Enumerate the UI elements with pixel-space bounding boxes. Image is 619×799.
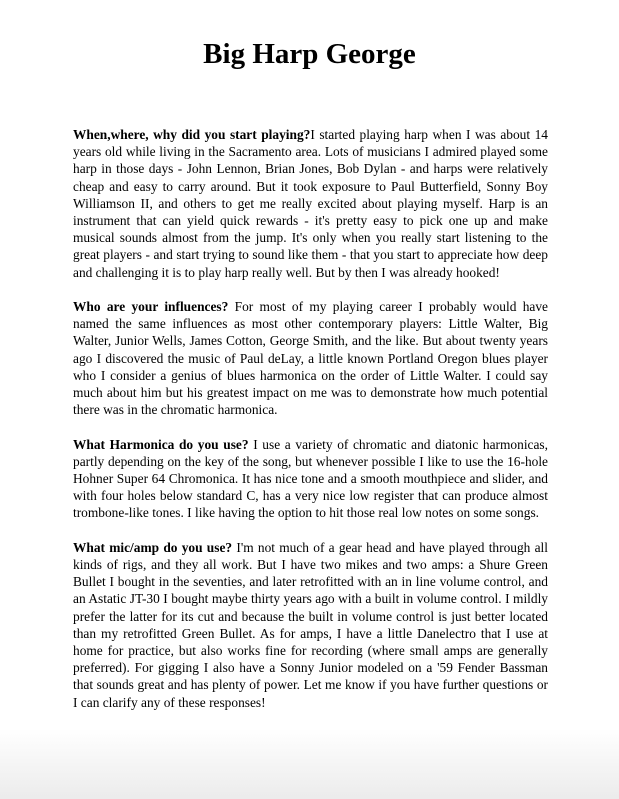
section-answer: I use a variety of chromatic and diatonic harmonicas, partly depending on the key of the song, but whenever possible I like to use the 16-hole Hohner Super 64 Chromonica. It has nice tone and a smooth mouthpiece and slider, and with four holes below standard C, has a very nice low register that can produce almost trombone-like tones. I like having the option to hit those real low notes on some songs. <box>73 436 548 521</box>
section-question: Who are your influences? <box>73 299 229 315</box>
section-mic-amp <box>73 539 548 711</box>
section-question: When,where, why did you start playing? <box>73 127 311 142</box>
section-start-playing <box>73 126 548 281</box>
section-question: What Harmonica do you use? <box>73 436 249 452</box>
section-answer: I started playing harp when I was about 14 years old while living in the Sacramento area. Lots of musicians I admired played some harp in those days - John Lennon, Brian Jones, Bob Dylan - and harps were relatively cheap and easy to carry around. But it took exposure to Paul Butterfield, Sonny Boy Williamson II, and others to get me really excited about playing myself. Harp is an instrument that can yield quick rewards - it's pretty easy to pick one up and make musical sounds almost from the jump. It's only when you really start listening to the great players - and start trying to sound like them - that you start to appreciate how deep and challenging it is to play harp really well. But by then I was already hooked! <box>73 127 548 280</box>
section-answer: I'm not much of a gear head and have played through all kinds of rigs, and they all work. But I have two mikes and two amps: a Shure Green Bullet I bought in the seventies, and later retrofitted with an in line volume control, and an Astatic JT-30 I bought maybe thirty years ago with a built in volume control. I mildly prefer the latter for its cut and because the built in volume control is just better located than my retrofitted Green Bullet. As for amps, I have a little Danelectro that I use at home for practice, but also works fine for recording (where small amps are generally preferred). For gigging I also have a Sonny Junior modeled on a '59 Fender Bassman that sounds great and has plenty of power. Let me know if you have further questions or I can clarify any of these responses! <box>73 539 548 710</box>
section-answer: For most of my playing career I probably would have named the same influences as most other contemporary players: Little Walter, Big Walter, Junior Wells, James Cotton, George Smith, and the like. But about twenty years ago I discovered the music of Paul deLay, a little known Portland Oregon blues player who I consider a genius of blues harmonica on the order of Little Walter. I could say much about him but his greatest impact on me was to demonstrate how much potential there was in the chromatic harmonica. <box>73 299 548 418</box>
section-harmonica <box>73 436 548 522</box>
page-title: Big Harp George <box>203 38 416 70</box>
section-influences <box>73 298 548 418</box>
section-question: What mic/amp do you use? <box>73 539 233 555</box>
interview-body <box>73 126 548 728</box>
